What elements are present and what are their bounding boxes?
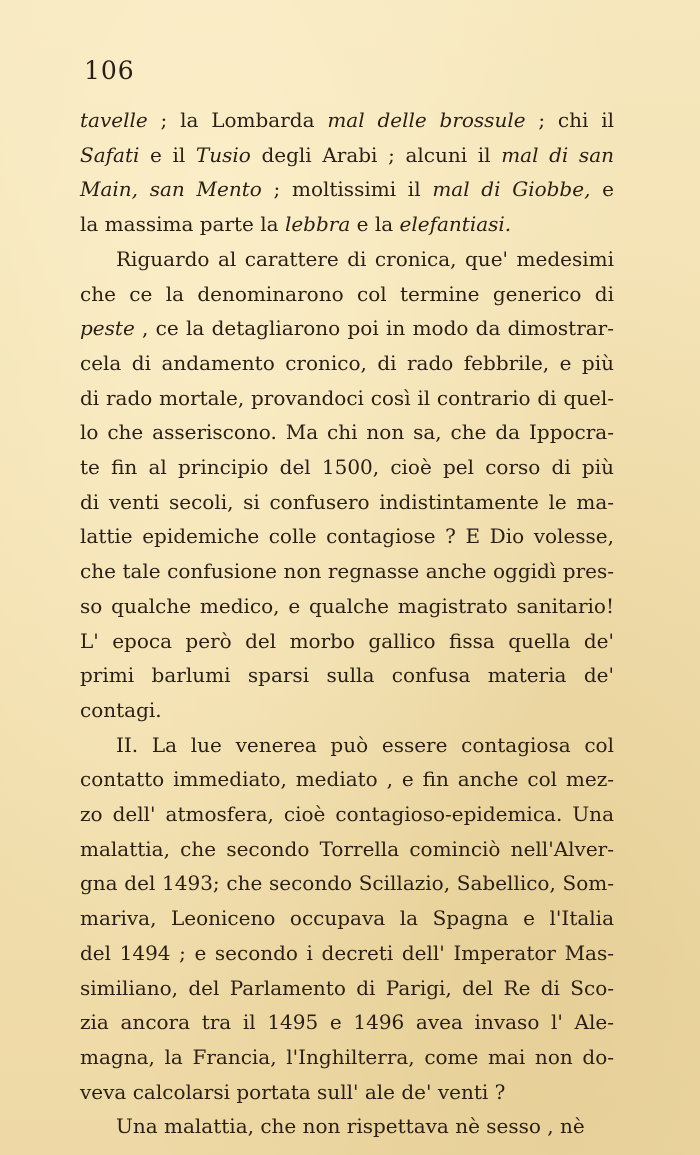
text-run: che tale confusione non regnasse anche oggidì pres- bbox=[80, 559, 614, 584]
text-run: contagi. bbox=[80, 697, 162, 722]
body-text bbox=[80, 103, 614, 1144]
text-run: , ce la detagliarono poi in modo da dimostrar- bbox=[134, 316, 614, 341]
text-run: e la bbox=[350, 212, 400, 237]
text-run: ; chi il bbox=[525, 108, 614, 132]
text-line bbox=[80, 554, 614, 589]
text-line bbox=[80, 311, 614, 346]
text-line bbox=[80, 658, 614, 693]
text-line bbox=[80, 693, 614, 728]
italic-run: Main, san Mento bbox=[80, 177, 262, 202]
text-run: gna del 1493; che secondo Scillazio, Sabellico, Som- bbox=[80, 871, 614, 896]
text-run: veva calcolarsi portata sull' ale de' venti ? bbox=[80, 1079, 506, 1104]
text-run: so qualche medico, e qualche magistrato sanitario! bbox=[80, 593, 614, 618]
text-run: II. La lue venerea può essere contagiosa col bbox=[116, 732, 614, 757]
paragraph bbox=[80, 728, 614, 1110]
text-line bbox=[80, 138, 614, 173]
text-line bbox=[80, 589, 614, 624]
page-number: 106 bbox=[84, 56, 135, 85]
italic-run: mal di san bbox=[501, 142, 614, 167]
text-line bbox=[80, 762, 614, 797]
text-line bbox=[80, 866, 614, 901]
text-run: e bbox=[590, 177, 614, 202]
text-run: contatto immediato, mediato , e fin anche col mez- bbox=[80, 767, 614, 792]
text-run: Riguardo al carattere di cronica, que' medesimi bbox=[116, 246, 614, 271]
text-line bbox=[80, 797, 614, 832]
text-run: del 1494 ; e secondo i decreti dell' Imperator Mas- bbox=[80, 940, 614, 965]
text-run: lo che asseriscono. Ma chi non sa, che da Ippocra- bbox=[80, 420, 614, 445]
text-run: zia ancora tra il 1495 e 1496 avea invaso l' Ale- bbox=[80, 1010, 614, 1035]
italic-run: peste bbox=[80, 316, 135, 341]
text-run: magna, la Francia, l'Inghilterra, come mai non do- bbox=[80, 1044, 614, 1069]
text-line bbox=[80, 1005, 614, 1040]
text-run: cela di andamento cronico, di rado febbrile, e più bbox=[80, 350, 614, 375]
text-line bbox=[80, 1109, 614, 1144]
text-run: malattia, che secondo Torrella cominciò nell'Alver- bbox=[80, 836, 614, 861]
paragraph bbox=[80, 103, 614, 242]
text-line bbox=[80, 901, 614, 936]
text-line bbox=[80, 103, 614, 138]
text-line bbox=[80, 1075, 614, 1110]
text-run: L' epoca però del morbo gallico fissa quella de' bbox=[80, 628, 614, 653]
italic-run: tavelle bbox=[80, 108, 148, 132]
text-line bbox=[80, 936, 614, 971]
text-line bbox=[80, 519, 614, 554]
text-run: la massima parte la bbox=[80, 212, 285, 237]
text-run: zo dell' atmosfera, cioè contagioso-epidemica. Una bbox=[80, 802, 614, 827]
text-run: similiano, del Parlamento di Parigi, del Re di Sco- bbox=[80, 975, 614, 1000]
text-line bbox=[80, 172, 614, 207]
text-line bbox=[80, 450, 614, 485]
text-run: lattie epidemiche colle contagiose ? E Dio volesse, bbox=[80, 524, 614, 549]
text-run: di venti secoli, si confusero indistintamente le ma- bbox=[80, 489, 614, 514]
paragraph bbox=[80, 242, 614, 728]
italic-run: Safati bbox=[80, 142, 140, 167]
text-line bbox=[80, 346, 614, 381]
italic-run: mal di Giobbe, bbox=[432, 177, 591, 202]
text-run: ; la Lombarda bbox=[147, 108, 328, 132]
text-run: Una malattia, che non rispettava nè sesso , nè bbox=[116, 1114, 585, 1139]
text-run: mariva, Leoniceno occupava la Spagna e l'Italia bbox=[80, 906, 614, 931]
text-run: degli Arabi ; alcuni il bbox=[250, 142, 502, 167]
italic-run: lebbra bbox=[284, 212, 351, 237]
text-line bbox=[80, 1040, 614, 1075]
italic-run: mal delle brossule bbox=[327, 108, 526, 132]
text-line bbox=[80, 832, 614, 867]
text-line bbox=[80, 381, 614, 416]
text-run: che ce la denominarono col termine generico di bbox=[80, 281, 614, 306]
text-line bbox=[80, 728, 614, 763]
text-line bbox=[80, 207, 614, 242]
paragraph bbox=[80, 1109, 614, 1144]
text-run: te fin al principio del 1500, cioè pel corso di più bbox=[80, 455, 614, 480]
text-line bbox=[80, 624, 614, 659]
text-run: di rado mortale, provandoci così il contrario di quel- bbox=[80, 385, 614, 410]
text-line bbox=[80, 277, 614, 312]
text-line bbox=[80, 971, 614, 1006]
text-run: primi barlumi sparsi sulla confusa materia de' bbox=[80, 663, 614, 688]
text-run: ; moltissimi il bbox=[261, 177, 433, 202]
italic-run: Tusio bbox=[195, 142, 251, 167]
text-line bbox=[80, 485, 614, 520]
italic-run: elefantiasi. bbox=[399, 212, 512, 237]
text-run: e il bbox=[139, 142, 196, 167]
text-line bbox=[80, 415, 614, 450]
text-line bbox=[80, 242, 614, 277]
